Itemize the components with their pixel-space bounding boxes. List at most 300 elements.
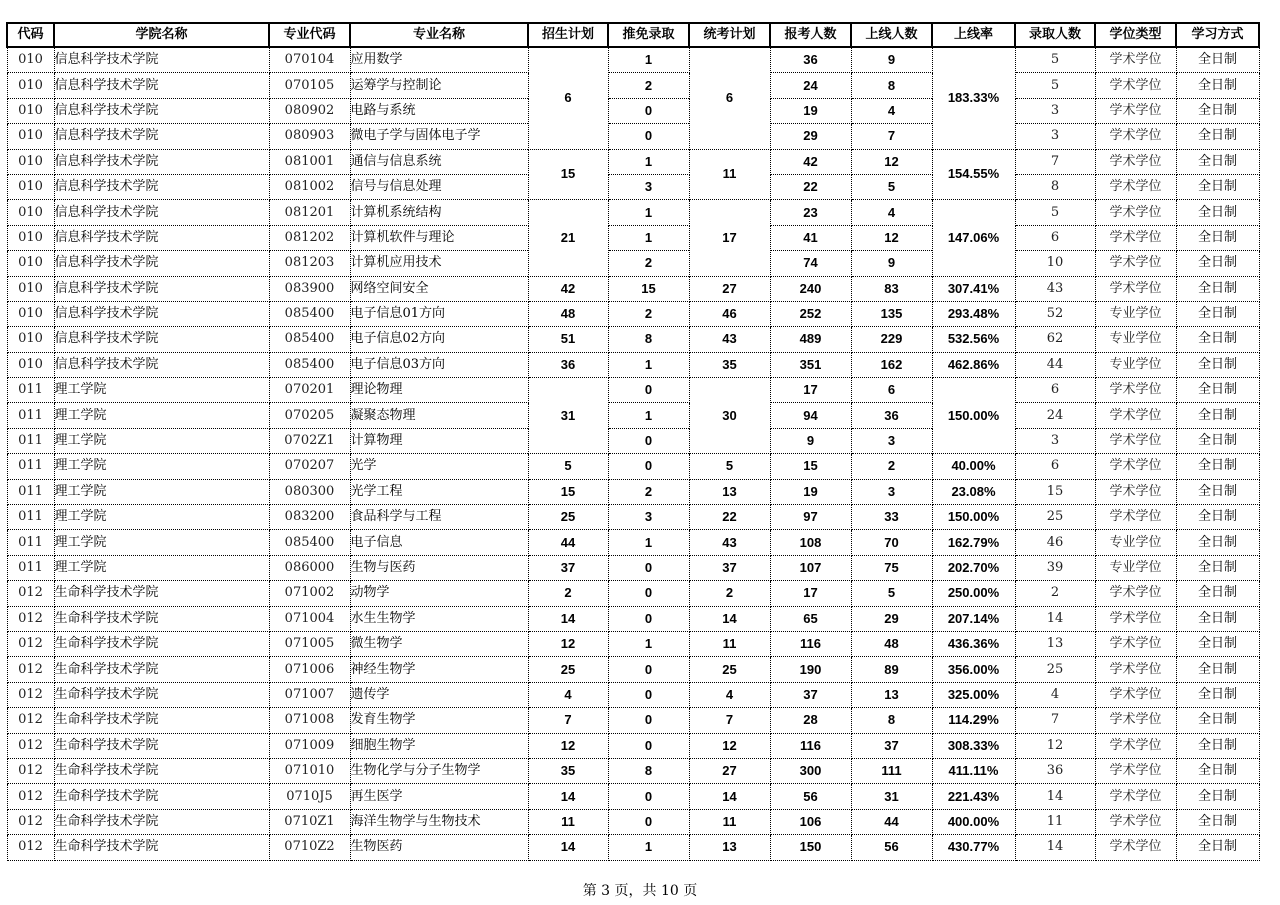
cell-major-code: 070207 bbox=[269, 454, 350, 479]
cell-exam-plan: 5 bbox=[689, 454, 770, 479]
cell-degree-type: 学术学位 bbox=[1095, 454, 1176, 479]
cell-qualified: 44 bbox=[851, 809, 932, 834]
cell-major-code: 070201 bbox=[269, 378, 350, 403]
cell-exam-plan: 25 bbox=[689, 657, 770, 682]
cell-study-mode: 全日制 bbox=[1176, 174, 1259, 199]
cell-enroll-plan: 14 bbox=[528, 835, 608, 860]
cell-major-code: 071004 bbox=[269, 606, 350, 631]
cell-degree-type: 学术学位 bbox=[1095, 631, 1176, 656]
cell-exempt-admit: 0 bbox=[608, 733, 689, 758]
cell-qualified: 48 bbox=[851, 631, 932, 656]
cell-qualify-rate: 532.56% bbox=[932, 327, 1015, 352]
col-header-degree-type: 学位类型 bbox=[1095, 23, 1176, 47]
cell-major-code: 086000 bbox=[269, 555, 350, 580]
cell-exempt-admit: 0 bbox=[608, 98, 689, 123]
cell-qualified: 83 bbox=[851, 276, 932, 301]
cell-college-name: 理工学院 bbox=[54, 530, 269, 555]
cell-admitted: 8 bbox=[1015, 174, 1095, 199]
cell-qualify-rate: 221.43% bbox=[932, 784, 1015, 809]
cell-qualify-rate: 183.33% bbox=[932, 47, 1015, 149]
cell-major-name: 电子信息 bbox=[350, 530, 528, 555]
cell-college-name: 生命科学技术学院 bbox=[54, 682, 269, 707]
cell-exempt-admit: 8 bbox=[608, 758, 689, 783]
cell-major-code: 081203 bbox=[269, 251, 350, 276]
cell-college-name: 信息科学技术学院 bbox=[54, 251, 269, 276]
cell-exempt-admit: 1 bbox=[608, 225, 689, 250]
cell-study-mode: 全日制 bbox=[1176, 149, 1259, 174]
cell-college-name: 信息科学技术学院 bbox=[54, 301, 269, 326]
col-header-exempt-admit: 推免录取 bbox=[608, 23, 689, 47]
cell-college-name: 信息科学技术学院 bbox=[54, 47, 269, 73]
cell-college-code: 012 bbox=[7, 606, 54, 631]
cell-admitted: 62 bbox=[1015, 327, 1095, 352]
cell-degree-type: 学术学位 bbox=[1095, 47, 1176, 73]
cell-degree-type: 学术学位 bbox=[1095, 428, 1176, 453]
cell-qualify-rate: 207.14% bbox=[932, 606, 1015, 631]
cell-study-mode: 全日制 bbox=[1176, 327, 1259, 352]
table-row bbox=[7, 505, 1259, 530]
cell-applicants: 36 bbox=[770, 47, 851, 73]
cell-major-name: 神经生物学 bbox=[350, 657, 528, 682]
table-row bbox=[7, 149, 1259, 174]
cell-degree-type: 学术学位 bbox=[1095, 479, 1176, 504]
cell-qualify-rate: 114.29% bbox=[932, 708, 1015, 733]
cell-qualified: 6 bbox=[851, 378, 932, 403]
cell-major-code: 0702Z1 bbox=[269, 428, 350, 453]
cell-admitted: 3 bbox=[1015, 98, 1095, 123]
cell-exam-plan: 7 bbox=[689, 708, 770, 733]
cell-college-code: 011 bbox=[7, 530, 54, 555]
cell-applicants: 97 bbox=[770, 505, 851, 530]
table-body bbox=[7, 47, 1259, 860]
cell-degree-type: 学术学位 bbox=[1095, 276, 1176, 301]
table-row bbox=[7, 251, 1259, 276]
cell-study-mode: 全日制 bbox=[1176, 505, 1259, 530]
cell-degree-type: 学术学位 bbox=[1095, 98, 1176, 123]
cell-college-name: 理工学院 bbox=[54, 378, 269, 403]
cell-exam-plan: 43 bbox=[689, 327, 770, 352]
cell-applicants: 24 bbox=[770, 73, 851, 98]
cell-qualify-rate: 150.00% bbox=[932, 505, 1015, 530]
table-row bbox=[7, 606, 1259, 631]
cell-college-name: 信息科学技术学院 bbox=[54, 276, 269, 301]
cell-study-mode: 全日制 bbox=[1176, 758, 1259, 783]
cell-degree-type: 学术学位 bbox=[1095, 174, 1176, 199]
cell-qualify-rate: 400.00% bbox=[932, 809, 1015, 834]
cell-exam-plan: 13 bbox=[689, 835, 770, 860]
table-row bbox=[7, 327, 1259, 352]
table-row bbox=[7, 73, 1259, 98]
cell-major-name: 凝聚态物理 bbox=[350, 403, 528, 428]
cell-exempt-admit: 2 bbox=[608, 251, 689, 276]
cell-degree-type: 专业学位 bbox=[1095, 352, 1176, 377]
table-row bbox=[7, 378, 1259, 403]
cell-college-name: 理工学院 bbox=[54, 555, 269, 580]
cell-major-name: 电子信息02方向 bbox=[350, 327, 528, 352]
cell-applicants: 108 bbox=[770, 530, 851, 555]
cell-applicants: 41 bbox=[770, 225, 851, 250]
cell-admitted: 52 bbox=[1015, 301, 1095, 326]
cell-applicants: 19 bbox=[770, 98, 851, 123]
cell-exempt-admit: 0 bbox=[608, 378, 689, 403]
cell-admitted: 39 bbox=[1015, 555, 1095, 580]
cell-college-code: 010 bbox=[7, 73, 54, 98]
cell-qualify-rate: 40.00% bbox=[932, 454, 1015, 479]
cell-admitted: 11 bbox=[1015, 809, 1095, 834]
cell-applicants: 106 bbox=[770, 809, 851, 834]
cell-major-name: 微生物学 bbox=[350, 631, 528, 656]
cell-major-name: 水生生物学 bbox=[350, 606, 528, 631]
cell-applicants: 17 bbox=[770, 378, 851, 403]
col-header-applicants: 报考人数 bbox=[770, 23, 851, 47]
cell-study-mode: 全日制 bbox=[1176, 454, 1259, 479]
cell-exempt-admit: 1 bbox=[608, 352, 689, 377]
cell-enroll-plan: 15 bbox=[528, 479, 608, 504]
cell-admitted: 44 bbox=[1015, 352, 1095, 377]
cell-major-code: 071006 bbox=[269, 657, 350, 682]
cell-college-name: 理工学院 bbox=[54, 505, 269, 530]
cell-exempt-admit: 1 bbox=[608, 200, 689, 225]
cell-college-name: 理工学院 bbox=[54, 454, 269, 479]
cell-applicants: 489 bbox=[770, 327, 851, 352]
cell-college-code: 010 bbox=[7, 301, 54, 326]
cell-qualified: 12 bbox=[851, 225, 932, 250]
cell-college-name: 理工学院 bbox=[54, 428, 269, 453]
cell-college-code: 010 bbox=[7, 47, 54, 73]
cell-exam-plan: 43 bbox=[689, 530, 770, 555]
page-footer: 第 3 页，共 10 页 bbox=[582, 883, 698, 899]
cell-exam-plan: 11 bbox=[689, 631, 770, 656]
col-header-admitted: 录取人数 bbox=[1015, 23, 1095, 47]
cell-admitted: 5 bbox=[1015, 73, 1095, 98]
cell-study-mode: 全日制 bbox=[1176, 682, 1259, 707]
cell-degree-type: 专业学位 bbox=[1095, 555, 1176, 580]
cell-exam-plan: 14 bbox=[689, 606, 770, 631]
cell-qualified: 3 bbox=[851, 479, 932, 504]
cell-degree-type: 学术学位 bbox=[1095, 657, 1176, 682]
cell-study-mode: 全日制 bbox=[1176, 809, 1259, 834]
cell-exempt-admit: 15 bbox=[608, 276, 689, 301]
cell-degree-type: 专业学位 bbox=[1095, 327, 1176, 352]
cell-enroll-plan: 4 bbox=[528, 682, 608, 707]
cell-qualified: 13 bbox=[851, 682, 932, 707]
col-header-college-name: 学院名称 bbox=[54, 23, 269, 47]
cell-qualified: 4 bbox=[851, 200, 932, 225]
cell-qualify-rate: 308.33% bbox=[932, 733, 1015, 758]
cell-exam-plan: 37 bbox=[689, 555, 770, 580]
cell-applicants: 19 bbox=[770, 479, 851, 504]
table-row bbox=[7, 200, 1259, 225]
cell-college-code: 011 bbox=[7, 555, 54, 580]
cell-major-code: 081002 bbox=[269, 174, 350, 199]
cell-college-name: 生命科学技术学院 bbox=[54, 809, 269, 834]
cell-college-code: 010 bbox=[7, 251, 54, 276]
table-row bbox=[7, 530, 1259, 555]
cell-major-name: 通信与信息系统 bbox=[350, 149, 528, 174]
cell-applicants: 29 bbox=[770, 124, 851, 149]
cell-major-code: 083900 bbox=[269, 276, 350, 301]
cell-college-name: 信息科学技术学院 bbox=[54, 225, 269, 250]
cell-college-code: 010 bbox=[7, 225, 54, 250]
cell-major-code: 071002 bbox=[269, 581, 350, 606]
cell-major-name: 海洋生物学与生物技术 bbox=[350, 809, 528, 834]
admission-table bbox=[6, 22, 1260, 861]
cell-study-mode: 全日制 bbox=[1176, 251, 1259, 276]
cell-admitted: 4 bbox=[1015, 682, 1095, 707]
cell-qualify-rate: 154.55% bbox=[932, 149, 1015, 200]
cell-major-name: 食品科学与工程 bbox=[350, 505, 528, 530]
cell-exam-plan: 35 bbox=[689, 352, 770, 377]
cell-college-code: 010 bbox=[7, 352, 54, 377]
cell-degree-type: 学术学位 bbox=[1095, 149, 1176, 174]
cell-college-name: 生命科学技术学院 bbox=[54, 657, 269, 682]
cell-qualified: 3 bbox=[851, 428, 932, 453]
cell-college-name: 生命科学技术学院 bbox=[54, 606, 269, 631]
cell-exam-plan: 4 bbox=[689, 682, 770, 707]
cell-qualify-rate: 462.86% bbox=[932, 352, 1015, 377]
cell-admitted: 13 bbox=[1015, 631, 1095, 656]
cell-study-mode: 全日制 bbox=[1176, 403, 1259, 428]
cell-college-name: 生命科学技术学院 bbox=[54, 708, 269, 733]
cell-qualified: 29 bbox=[851, 606, 932, 631]
cell-study-mode: 全日制 bbox=[1176, 555, 1259, 580]
table-row bbox=[7, 454, 1259, 479]
cell-degree-type: 学术学位 bbox=[1095, 758, 1176, 783]
cell-applicants: 28 bbox=[770, 708, 851, 733]
cell-exam-plan: 12 bbox=[689, 733, 770, 758]
table-row bbox=[7, 225, 1259, 250]
cell-major-name: 生物化学与分子生物学 bbox=[350, 758, 528, 783]
cell-exam-plan: 11 bbox=[689, 149, 770, 200]
cell-enroll-plan: 11 bbox=[528, 809, 608, 834]
cell-exempt-admit: 1 bbox=[608, 631, 689, 656]
cell-major-code: 081202 bbox=[269, 225, 350, 250]
col-header-college-code: 代码 bbox=[7, 23, 54, 47]
table-row bbox=[7, 403, 1259, 428]
table-row bbox=[7, 784, 1259, 809]
cell-exempt-admit: 3 bbox=[608, 174, 689, 199]
cell-major-code: 071005 bbox=[269, 631, 350, 656]
cell-admitted: 14 bbox=[1015, 835, 1095, 860]
cell-study-mode: 全日制 bbox=[1176, 47, 1259, 73]
cell-college-name: 生命科学技术学院 bbox=[54, 835, 269, 860]
cell-applicants: 190 bbox=[770, 657, 851, 682]
cell-admitted: 2 bbox=[1015, 581, 1095, 606]
cell-qualify-rate: 162.79% bbox=[932, 530, 1015, 555]
cell-applicants: 65 bbox=[770, 606, 851, 631]
cell-enroll-plan: 14 bbox=[528, 606, 608, 631]
cell-qualify-rate: 356.00% bbox=[932, 657, 1015, 682]
cell-applicants: 74 bbox=[770, 251, 851, 276]
cell-study-mode: 全日制 bbox=[1176, 479, 1259, 504]
cell-study-mode: 全日制 bbox=[1176, 581, 1259, 606]
cell-college-code: 010 bbox=[7, 327, 54, 352]
cell-college-name: 生命科学技术学院 bbox=[54, 733, 269, 758]
cell-exam-plan: 13 bbox=[689, 479, 770, 504]
cell-applicants: 37 bbox=[770, 682, 851, 707]
cell-degree-type: 学术学位 bbox=[1095, 606, 1176, 631]
cell-applicants: 116 bbox=[770, 631, 851, 656]
cell-degree-type: 学术学位 bbox=[1095, 505, 1176, 530]
table-row bbox=[7, 352, 1259, 377]
col-header-major-code: 专业代码 bbox=[269, 23, 350, 47]
cell-major-code: 085400 bbox=[269, 530, 350, 555]
cell-college-code: 012 bbox=[7, 581, 54, 606]
cell-college-name: 生命科学技术学院 bbox=[54, 631, 269, 656]
cell-admitted: 25 bbox=[1015, 657, 1095, 682]
cell-applicants: 23 bbox=[770, 200, 851, 225]
cell-degree-type: 学术学位 bbox=[1095, 73, 1176, 98]
table-row bbox=[7, 758, 1259, 783]
cell-college-code: 010 bbox=[7, 149, 54, 174]
cell-qualify-rate: 23.08% bbox=[932, 479, 1015, 504]
cell-exempt-admit: 0 bbox=[608, 124, 689, 149]
cell-qualified: 135 bbox=[851, 301, 932, 326]
cell-qualified: 5 bbox=[851, 581, 932, 606]
cell-major-name: 微电子学与固体电子学 bbox=[350, 124, 528, 149]
cell-enroll-plan: 51 bbox=[528, 327, 608, 352]
table-row bbox=[7, 555, 1259, 580]
cell-exempt-admit: 8 bbox=[608, 327, 689, 352]
cell-college-code: 012 bbox=[7, 835, 54, 860]
cell-major-name: 光学 bbox=[350, 454, 528, 479]
cell-major-name: 遗传学 bbox=[350, 682, 528, 707]
cell-qualified: 8 bbox=[851, 73, 932, 98]
cell-applicants: 22 bbox=[770, 174, 851, 199]
cell-qualified: 37 bbox=[851, 733, 932, 758]
cell-enroll-plan: 25 bbox=[528, 505, 608, 530]
cell-major-code: 085400 bbox=[269, 327, 350, 352]
cell-qualified: 75 bbox=[851, 555, 932, 580]
cell-exam-plan: 27 bbox=[689, 276, 770, 301]
cell-exempt-admit: 0 bbox=[608, 784, 689, 809]
cell-exam-plan: 46 bbox=[689, 301, 770, 326]
cell-qualified: 229 bbox=[851, 327, 932, 352]
cell-qualified: 162 bbox=[851, 352, 932, 377]
cell-college-name: 生命科学技术学院 bbox=[54, 758, 269, 783]
cell-degree-type: 学术学位 bbox=[1095, 682, 1176, 707]
cell-applicants: 150 bbox=[770, 835, 851, 860]
cell-admitted: 6 bbox=[1015, 225, 1095, 250]
cell-college-name: 生命科学技术学院 bbox=[54, 784, 269, 809]
cell-college-code: 010 bbox=[7, 276, 54, 301]
cell-admitted: 5 bbox=[1015, 200, 1095, 225]
cell-degree-type: 学术学位 bbox=[1095, 378, 1176, 403]
cell-applicants: 252 bbox=[770, 301, 851, 326]
cell-college-name: 信息科学技术学院 bbox=[54, 327, 269, 352]
cell-college-code: 012 bbox=[7, 809, 54, 834]
cell-major-code: 081201 bbox=[269, 200, 350, 225]
cell-applicants: 9 bbox=[770, 428, 851, 453]
table-row bbox=[7, 809, 1259, 834]
cell-major-code: 071010 bbox=[269, 758, 350, 783]
cell-admitted: 6 bbox=[1015, 378, 1095, 403]
cell-qualified: 4 bbox=[851, 98, 932, 123]
cell-exempt-admit: 0 bbox=[608, 581, 689, 606]
cell-qualified: 8 bbox=[851, 708, 932, 733]
cell-study-mode: 全日制 bbox=[1176, 73, 1259, 98]
cell-degree-type: 学术学位 bbox=[1095, 251, 1176, 276]
cell-major-name: 应用数学 bbox=[350, 47, 528, 73]
cell-enroll-plan: 12 bbox=[528, 631, 608, 656]
cell-qualified: 5 bbox=[851, 174, 932, 199]
cell-enroll-plan: 35 bbox=[528, 758, 608, 783]
cell-major-code: 070104 bbox=[269, 47, 350, 73]
cell-applicants: 56 bbox=[770, 784, 851, 809]
cell-admitted: 25 bbox=[1015, 505, 1095, 530]
table-header bbox=[7, 23, 1259, 47]
cell-enroll-plan: 7 bbox=[528, 708, 608, 733]
cell-major-name: 细胞生物学 bbox=[350, 733, 528, 758]
cell-degree-type: 学术学位 bbox=[1095, 403, 1176, 428]
cell-study-mode: 全日制 bbox=[1176, 530, 1259, 555]
cell-major-code: 080903 bbox=[269, 124, 350, 149]
cell-admitted: 12 bbox=[1015, 733, 1095, 758]
table-row bbox=[7, 835, 1259, 860]
cell-college-code: 012 bbox=[7, 708, 54, 733]
col-header-qualify-rate: 上线率 bbox=[932, 23, 1015, 47]
cell-study-mode: 全日制 bbox=[1176, 276, 1259, 301]
cell-qualify-rate: 307.41% bbox=[932, 276, 1015, 301]
cell-major-code: 071007 bbox=[269, 682, 350, 707]
cell-enroll-plan: 42 bbox=[528, 276, 608, 301]
cell-qualified: 9 bbox=[851, 251, 932, 276]
cell-major-code: 0710J5 bbox=[269, 784, 350, 809]
cell-major-name: 生物与医药 bbox=[350, 555, 528, 580]
col-header-qualified: 上线人数 bbox=[851, 23, 932, 47]
cell-enroll-plan: 5 bbox=[528, 454, 608, 479]
cell-applicants: 15 bbox=[770, 454, 851, 479]
cell-admitted: 14 bbox=[1015, 606, 1095, 631]
col-header-enroll-plan: 招生计划 bbox=[528, 23, 608, 47]
table-row bbox=[7, 631, 1259, 656]
cell-college-code: 010 bbox=[7, 174, 54, 199]
cell-applicants: 300 bbox=[770, 758, 851, 783]
cell-college-code: 010 bbox=[7, 200, 54, 225]
cell-major-code: 080300 bbox=[269, 479, 350, 504]
cell-exempt-admit: 1 bbox=[608, 835, 689, 860]
cell-degree-type: 学术学位 bbox=[1095, 225, 1176, 250]
cell-degree-type: 学术学位 bbox=[1095, 809, 1176, 834]
cell-admitted: 24 bbox=[1015, 403, 1095, 428]
cell-exempt-admit: 0 bbox=[608, 809, 689, 834]
cell-college-name: 信息科学技术学院 bbox=[54, 124, 269, 149]
cell-exempt-admit: 1 bbox=[608, 530, 689, 555]
cell-study-mode: 全日制 bbox=[1176, 200, 1259, 225]
cell-major-code: 0710Z1 bbox=[269, 809, 350, 834]
table-row bbox=[7, 47, 1259, 73]
cell-enroll-plan: 21 bbox=[528, 200, 608, 276]
cell-exempt-admit: 0 bbox=[608, 454, 689, 479]
cell-college-code: 011 bbox=[7, 428, 54, 453]
cell-qualified: 2 bbox=[851, 454, 932, 479]
cell-major-name: 生物医药 bbox=[350, 835, 528, 860]
cell-college-code: 012 bbox=[7, 758, 54, 783]
cell-degree-type: 学术学位 bbox=[1095, 835, 1176, 860]
table-row bbox=[7, 174, 1259, 199]
table-row bbox=[7, 301, 1259, 326]
cell-exempt-admit: 0 bbox=[608, 657, 689, 682]
cell-qualified: 31 bbox=[851, 784, 932, 809]
cell-exempt-admit: 0 bbox=[608, 555, 689, 580]
cell-exam-plan: 22 bbox=[689, 505, 770, 530]
cell-major-code: 080902 bbox=[269, 98, 350, 123]
cell-exempt-admit: 0 bbox=[608, 606, 689, 631]
cell-admitted: 15 bbox=[1015, 479, 1095, 504]
cell-qualified: 36 bbox=[851, 403, 932, 428]
cell-qualified: 33 bbox=[851, 505, 932, 530]
cell-qualified: 7 bbox=[851, 124, 932, 149]
